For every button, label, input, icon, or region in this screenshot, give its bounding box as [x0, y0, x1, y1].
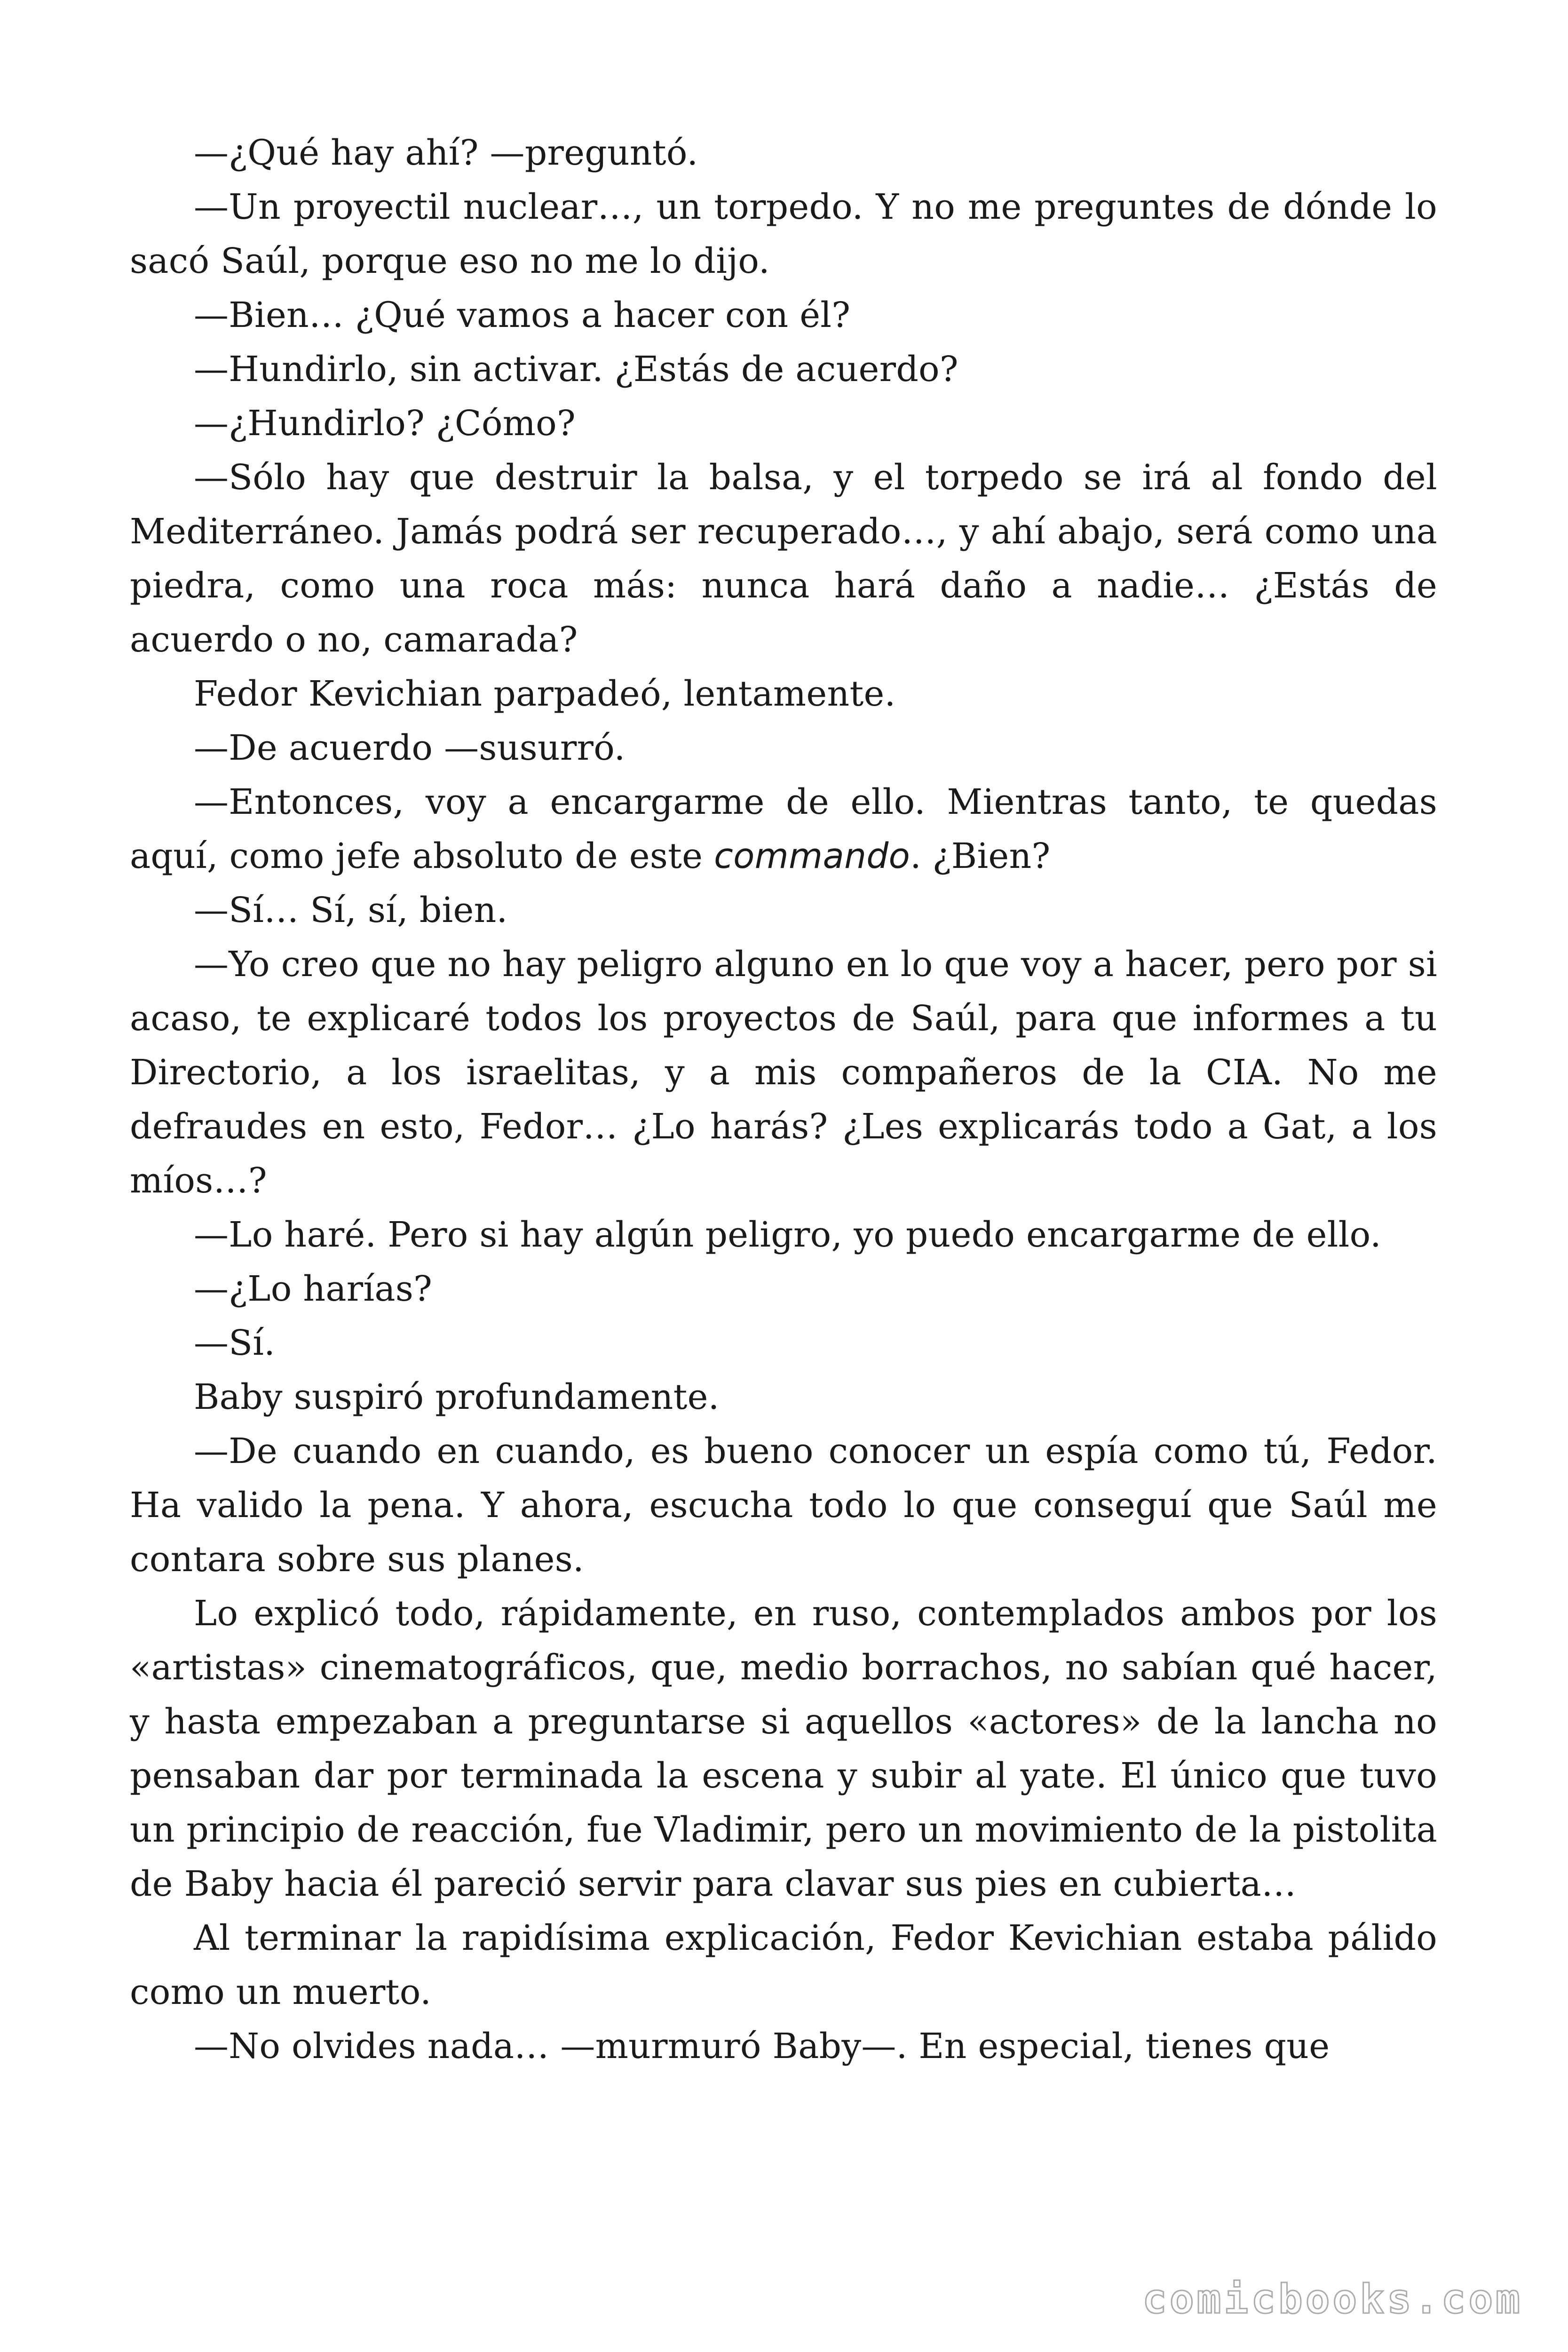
paragraph: —De acuerdo —susurró.	[194, 728, 626, 768]
paragraph: —Bien… ¿Qué vamos a hacer con él?	[194, 295, 851, 335]
paragraph: Al terminar la rapidísima explicación, Fedor Kevichian estaba pálido como un muerto.	[130, 1918, 1437, 2012]
paragraph-with-italic	[130, 775, 1437, 883]
paragraph: —De cuando en cuando, es bueno conocer un espía como tú, Fedor. Ha valido la pena. Y ahora, escucha todo lo que conseguí que Saúl me contara sobre sus planes.	[130, 1431, 1437, 1580]
paragraph: —Sí… Sí, sí, bien.	[194, 890, 508, 930]
paragraph-text: . ¿Bien?	[910, 836, 1051, 876]
paragraph: —Sí.	[194, 1323, 276, 1363]
paragraph: —Lo haré. Pero si hay algún peligro, yo puedo encargarme de ello.	[194, 1215, 1381, 1255]
paragraph: —Hundirlo, sin activar. ¿Estás de acuerdo?	[194, 349, 958, 389]
paragraph: —No olvides nada… —murmuró Baby—. En especial, tienes que	[194, 2026, 1330, 2066]
paragraph: —¿Lo harías?	[194, 1269, 433, 1309]
watermark-logo: comicbooks.com	[1142, 2276, 1523, 2323]
paragraph: —Sólo hay que destruir la balsa, y el torpedo se irá al fondo del Mediterráneo. Jamás podrá ser recuperado…, y ahí abajo, será como una piedra, como una roca más: nunca hará daño a nadie… ¿Estás de acuerdo o no, camarada?	[130, 457, 1437, 660]
paragraph: —¿Hundirlo? ¿Cómo?	[194, 403, 576, 444]
paragraph: Baby suspiró profundamente.	[194, 1377, 720, 1417]
paragraph: —Yo creo que no hay peligro alguno en lo que voy a hacer, pero por si acaso, te explicaré todos los proyectos de Saúl, para que informes a tu Directorio, a los israelitas, y a mis compañeros de la CIA. No me defraudes en esto, Fedor… ¿Lo harás? ¿Les explicarás todo a Gat, a los míos…?	[130, 944, 1437, 1201]
paragraph: Fedor Kevichian parpadeó, lentamente.	[194, 674, 896, 714]
paragraph: —Un proyectil nuclear…, un torpedo. Y no me preguntes de dónde lo sacó Saúl, porque eso no me lo dijo.	[130, 187, 1437, 281]
paragraph: —¿Qué hay ahí? —preguntó.	[194, 133, 698, 173]
paragraph: Lo explicó todo, rápidamente, en ruso, contemplados ambos por los «artistas» cinematográficos, que, medio borrachos, no sabían qué hacer, y hasta empezaban a preguntarse si aquellos «actores» de la lancha no pensaban dar por terminada la escena y subir al yate. El único que tuvo un principio de reacción, fue Vladimir, pero un movimiento de la pistolita de Baby hacia él pareció servir para clavar sus pies en cubierta…	[130, 1593, 1437, 1904]
page-body	[130, 126, 1437, 2074]
italic-word: commando	[714, 836, 911, 876]
paragraph-text: —Entonces, voy a encargarme de ello. Mientras tanto, te quedas aquí, como jefe absoluto de este	[130, 782, 1437, 876]
